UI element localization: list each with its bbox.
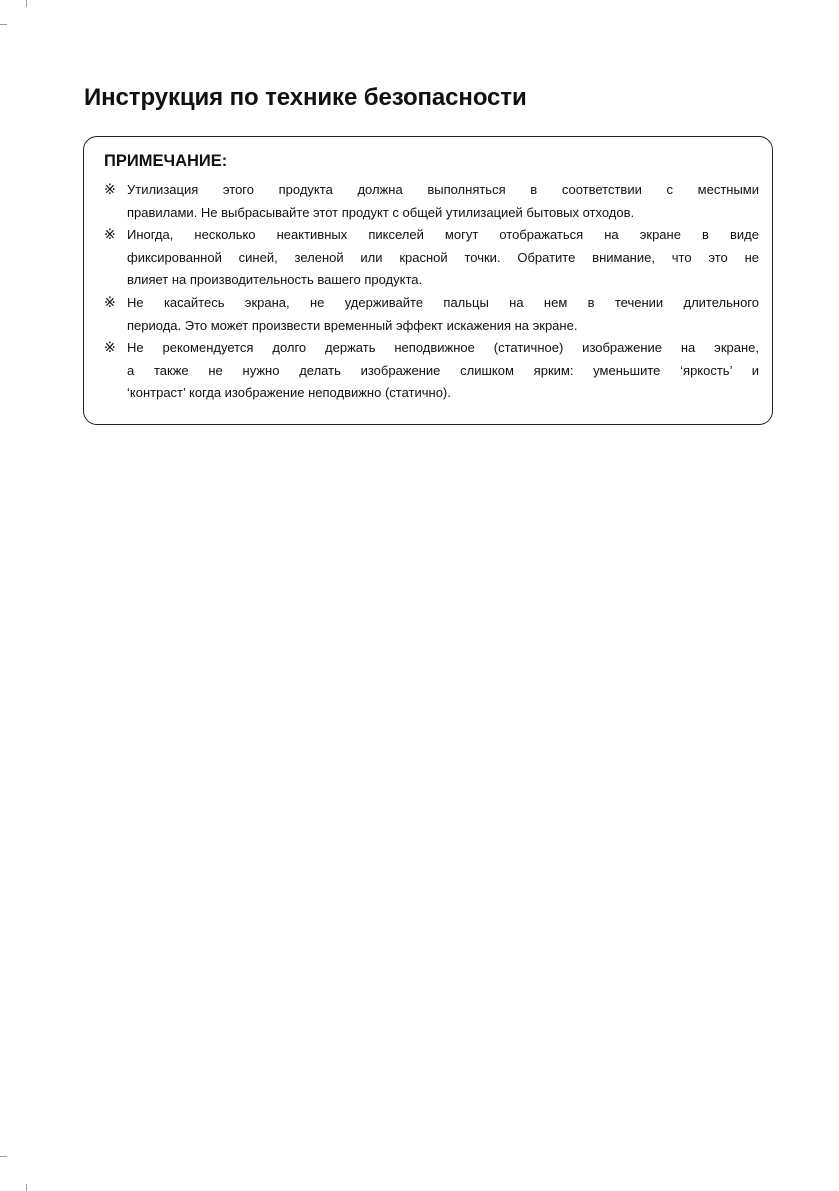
note-line: а также не нужно делать изображение слишком ярким: уменьшите ‘яркость’ и (127, 362, 759, 378)
crop-mark-top-vertical (26, 0, 27, 7)
page-title: Инструкция по технике безопасности (84, 84, 527, 111)
note-line: фиксированной синей, зеленой или красной точки. Обратите внимание, что это не (127, 249, 759, 265)
note-box (83, 136, 773, 425)
note-item-static-image (104, 337, 759, 405)
reference-mark-icon: ※ (104, 182, 116, 198)
reference-mark-icon: ※ (104, 340, 116, 357)
note-item-disposal (104, 179, 759, 224)
reference-mark-icon: ※ (104, 294, 116, 311)
note-line: ‘контраст’ когда изображение неподвижно (статично). (127, 385, 451, 401)
note-line: Не рекомендуется долго держать неподвижное (статичное) изображение на экране, (127, 340, 759, 356)
note-list (104, 179, 759, 405)
crop-mark-top-horizontal (0, 24, 7, 25)
note-line: влияет на производительность вашего продукта. (127, 272, 423, 288)
note-line: правилами. Не выбрасывайте этот продукт с общей утилизацией бытовых отходов. (127, 204, 635, 220)
note-item-inactive-pixels (104, 224, 759, 292)
note-heading: ПРИМЕЧАНИЕ: (104, 152, 228, 170)
note-line: Утилизация этого продукта должна выполняться в соответствии с местными (127, 182, 759, 197)
crop-mark-bottom-horizontal (0, 1156, 7, 1157)
note-item-touch-screen (104, 292, 759, 337)
reference-mark-icon: ※ (104, 227, 116, 244)
note-line: периода. Это может произвести временный эффект искажения на экране. (127, 317, 578, 333)
note-line: Иногда, несколько неактивных пикселей могут отображаться на экране в виде (127, 227, 759, 243)
note-line: Не касайтесь экрана, не удерживайте пальцы на нем в течении длительного (127, 294, 759, 310)
crop-mark-bottom-vertical (26, 1184, 27, 1191)
